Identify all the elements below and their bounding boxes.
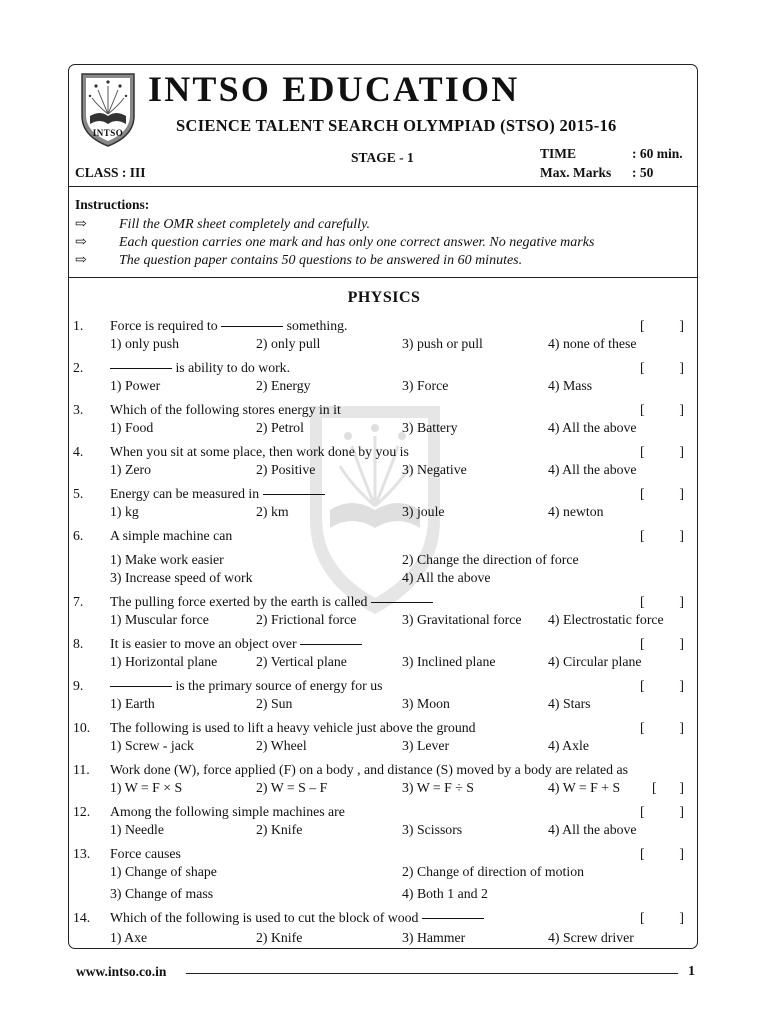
answer-option: 2) Change of direction of motion xyxy=(402,864,585,879)
question-number: 6. xyxy=(73,528,84,543)
arrow-icon: ⇨ xyxy=(75,217,87,232)
marks-label: Max. Marks xyxy=(540,165,612,180)
question-text xyxy=(110,720,476,736)
question-text-part: is the primary source of energy for us xyxy=(172,678,383,693)
question-number: 9. xyxy=(73,678,84,693)
bracket-close: ] xyxy=(679,910,684,925)
bracket-close: ] xyxy=(679,846,684,861)
answer-option: 1) Needle xyxy=(110,822,165,837)
time-value: : 60 min. xyxy=(632,146,683,161)
question-text-part: Which of the following stores energy in it xyxy=(110,402,341,417)
answer-option: 4) Electrostatic force xyxy=(548,612,664,627)
page-number: 1 xyxy=(688,964,695,979)
answer-option: 1) only push xyxy=(110,336,179,351)
answer-option: 3) Change of mass xyxy=(110,886,214,901)
question-text-part: Which of the following is used to cut the block of wood xyxy=(110,910,419,925)
answer-blank xyxy=(221,325,283,327)
bracket-close: ] xyxy=(679,594,684,609)
answer-option: 3) Moon xyxy=(402,696,450,711)
question-text xyxy=(110,528,232,544)
instruction-item: ⇨ The question paper contains 50 questions to be answered in 60 minutes. xyxy=(75,253,523,268)
bracket-close: ] xyxy=(679,486,684,501)
answer-option: 4) Stars xyxy=(548,696,591,711)
answer-bracket[interactable] xyxy=(640,910,684,926)
bracket-close: ] xyxy=(679,636,684,651)
answer-bracket[interactable] xyxy=(640,636,684,652)
question-text-part: It is easier to move an object over xyxy=(110,636,297,651)
answer-option: 3) Negative xyxy=(402,462,467,477)
answer-option: 3) W = F ÷ S xyxy=(402,780,474,795)
answer-blank xyxy=(110,367,172,369)
answer-option: 2) km xyxy=(256,504,289,519)
answer-option: 1) Zero xyxy=(110,462,151,477)
answer-option: 2) Positive xyxy=(256,462,316,477)
question-text xyxy=(110,486,325,502)
instructions-title: Instructions: xyxy=(75,197,150,212)
answer-option: 1) Muscular force xyxy=(110,612,209,627)
stage-label: STAGE - 1 xyxy=(351,150,414,165)
bracket-open: [ xyxy=(640,636,645,651)
bracket-open: [ xyxy=(640,486,645,501)
answer-bracket[interactable] xyxy=(640,594,684,610)
answer-bracket[interactable] xyxy=(640,402,684,418)
answer-blank xyxy=(110,685,172,687)
question-number: 12. xyxy=(73,804,91,819)
answer-option: 3) Force xyxy=(402,378,449,393)
answer-option: 2) Change the direction of force xyxy=(402,552,579,567)
answer-option: 3) Increase speed of work xyxy=(110,570,253,585)
answer-option: 4) Mass xyxy=(548,378,593,393)
answer-option: 3) Inclined plane xyxy=(402,654,496,669)
answer-option: 1) kg xyxy=(110,504,139,519)
question-text-part: The pulling force exerted by the earth is called xyxy=(110,594,368,609)
question-number: 1. xyxy=(73,318,84,333)
answer-blank xyxy=(371,601,433,603)
question-text xyxy=(110,910,484,926)
question-text xyxy=(110,360,290,376)
answer-option: 1) Make work easier xyxy=(110,552,224,567)
answer-option: 2) Petrol xyxy=(256,420,304,435)
question-text-part: Energy can be measured in xyxy=(110,486,260,501)
time-label: TIME xyxy=(540,146,577,161)
bracket-close: ] xyxy=(679,318,684,333)
answer-bracket[interactable] xyxy=(640,444,684,460)
question-number: 8. xyxy=(73,636,84,651)
answer-bracket[interactable] xyxy=(640,486,684,502)
answer-option: 4) Screw driver xyxy=(548,930,634,945)
bracket-open: [ xyxy=(640,444,645,459)
instruction-item: ⇨ Fill the OMR sheet completely and carefully. xyxy=(75,217,371,232)
question-text xyxy=(110,678,382,694)
intso-logo xyxy=(76,70,140,150)
question-text-part: Work done (W), force applied (F) on a body , and distance (S) moved by a body are related as xyxy=(110,762,629,777)
answer-option: 2) W = S – F xyxy=(256,780,328,795)
bracket-open: [ xyxy=(640,804,645,819)
answer-bracket[interactable] xyxy=(652,780,684,796)
question-number: 4. xyxy=(73,444,84,459)
answer-blank xyxy=(263,493,325,495)
question-text xyxy=(110,636,362,652)
instruction-item: ⇨ Each question carries one mark and has only one correct answer. No negative marks xyxy=(75,235,595,250)
class-label: CLASS : III xyxy=(75,165,146,180)
question-text xyxy=(110,804,345,820)
answer-option: 4) All the above xyxy=(402,570,491,585)
question-text xyxy=(110,444,409,460)
bracket-open: [ xyxy=(640,846,645,861)
answer-option: 1) Axe xyxy=(110,930,148,945)
answer-bracket[interactable] xyxy=(640,678,684,694)
answer-option: 1) Change of shape xyxy=(110,864,217,879)
answer-option: 3) push or pull xyxy=(402,336,483,351)
answer-option: 1) Food xyxy=(110,420,154,435)
footer-website: www.intso.co.in xyxy=(76,964,167,979)
answer-option: 1) Earth xyxy=(110,696,155,711)
answer-option: 2) Vertical plane xyxy=(256,654,347,669)
question-text-part: A simple machine can xyxy=(110,528,233,543)
answer-bracket[interactable] xyxy=(640,804,684,820)
bracket-close: ] xyxy=(679,720,684,735)
bracket-open: [ xyxy=(640,594,645,609)
question-text-part: Force is required to xyxy=(110,318,218,333)
answer-option: 2) Energy xyxy=(256,378,311,393)
answer-option: 4) Axle xyxy=(548,738,589,753)
answer-option: 2) Wheel xyxy=(256,738,307,753)
brand-title: INTSO EDUCATION xyxy=(148,69,520,109)
answer-option: 4) none of these xyxy=(548,336,637,351)
answer-option: 1) Screw - jack xyxy=(110,738,194,753)
question-text xyxy=(110,594,433,610)
arrow-icon: ⇨ xyxy=(75,253,87,268)
answer-option: 4) newton xyxy=(548,504,604,519)
answer-option: 1) Power xyxy=(110,378,161,393)
question-text-part: something. xyxy=(283,318,348,333)
question-number: 13. xyxy=(73,846,91,861)
bracket-close: ] xyxy=(679,444,684,459)
question-text xyxy=(110,318,348,334)
logo-text: INTSO xyxy=(92,128,124,138)
header-divider xyxy=(68,186,698,187)
answer-option: 2) only pull xyxy=(256,336,321,351)
answer-option: 2) Frictional force xyxy=(256,612,357,627)
answer-bracket[interactable] xyxy=(640,528,684,544)
answer-blank xyxy=(300,643,362,645)
answer-bracket[interactable] xyxy=(640,360,684,376)
bracket-open: [ xyxy=(652,780,657,795)
question-number: 2. xyxy=(73,360,84,375)
bracket-open: [ xyxy=(640,910,645,925)
exam-subtitle: SCIENCE TALENT SEARCH OLYMPIAD (STSO) 2015-16 xyxy=(176,116,617,135)
instructions-divider xyxy=(68,277,698,278)
footer-rule xyxy=(186,973,678,974)
marks-value: : 50 xyxy=(632,165,654,180)
question-text-part: When you sit at some place, then work done by you is xyxy=(110,444,409,459)
question-number: 11. xyxy=(73,762,90,777)
answer-option: 3) joule xyxy=(402,504,445,519)
question-text-part: The following is used to lift a heavy vehicle just above the ground xyxy=(110,720,476,735)
question-number: 3. xyxy=(73,402,84,417)
answer-option: 4) Circular plane xyxy=(548,654,642,669)
section-title: PHYSICS xyxy=(347,289,421,306)
answer-option: 4) All the above xyxy=(548,420,637,435)
answer-option: 1) W = F × S xyxy=(110,780,183,795)
answer-option: 2) Knife xyxy=(256,822,303,837)
question-text-part: Force causes xyxy=(110,846,181,861)
answer-option: 4) All the above xyxy=(548,822,637,837)
question-number: 14. xyxy=(73,910,91,925)
bracket-close: ] xyxy=(679,780,684,795)
question-number: 5. xyxy=(73,486,84,501)
answer-option: 4) W = F + S xyxy=(548,780,621,795)
question-number: 10. xyxy=(73,720,91,735)
bracket-close: ] xyxy=(679,360,684,375)
question-text-part: is ability to do work. xyxy=(172,360,291,375)
answer-bracket[interactable] xyxy=(640,720,684,736)
answer-option: 3) Battery xyxy=(402,420,458,435)
answer-option: 3) Lever xyxy=(402,738,450,753)
answer-option: 2) Sun xyxy=(256,696,293,711)
question-text xyxy=(110,762,628,778)
answer-option: 2) Knife xyxy=(256,930,303,945)
bracket-open: [ xyxy=(640,678,645,693)
answer-blank xyxy=(422,917,484,919)
question-text xyxy=(110,402,341,418)
question-number: 7. xyxy=(73,594,84,609)
answer-bracket[interactable] xyxy=(640,846,684,862)
answer-option: 4) All the above xyxy=(548,462,637,477)
bracket-close: ] xyxy=(679,528,684,543)
answer-option: 3) Gravitational force xyxy=(402,612,522,627)
bracket-close: ] xyxy=(679,678,684,693)
bracket-close: ] xyxy=(679,804,684,819)
bracket-open: [ xyxy=(640,318,645,333)
answer-option: 1) Horizontal plane xyxy=(110,654,218,669)
bracket-open: [ xyxy=(640,528,645,543)
bracket-close: ] xyxy=(679,402,684,417)
bracket-open: [ xyxy=(640,720,645,735)
question-text xyxy=(110,846,181,862)
arrow-icon: ⇨ xyxy=(75,235,87,250)
question-text-part: Among the following simple machines are xyxy=(110,804,345,819)
answer-bracket[interactable] xyxy=(640,318,684,334)
answer-option: 4) Both 1 and 2 xyxy=(402,886,488,901)
answer-option: 3) Hammer xyxy=(402,930,466,945)
bracket-open: [ xyxy=(640,402,645,417)
bracket-open: [ xyxy=(640,360,645,375)
answer-option: 3) Scissors xyxy=(402,822,463,837)
